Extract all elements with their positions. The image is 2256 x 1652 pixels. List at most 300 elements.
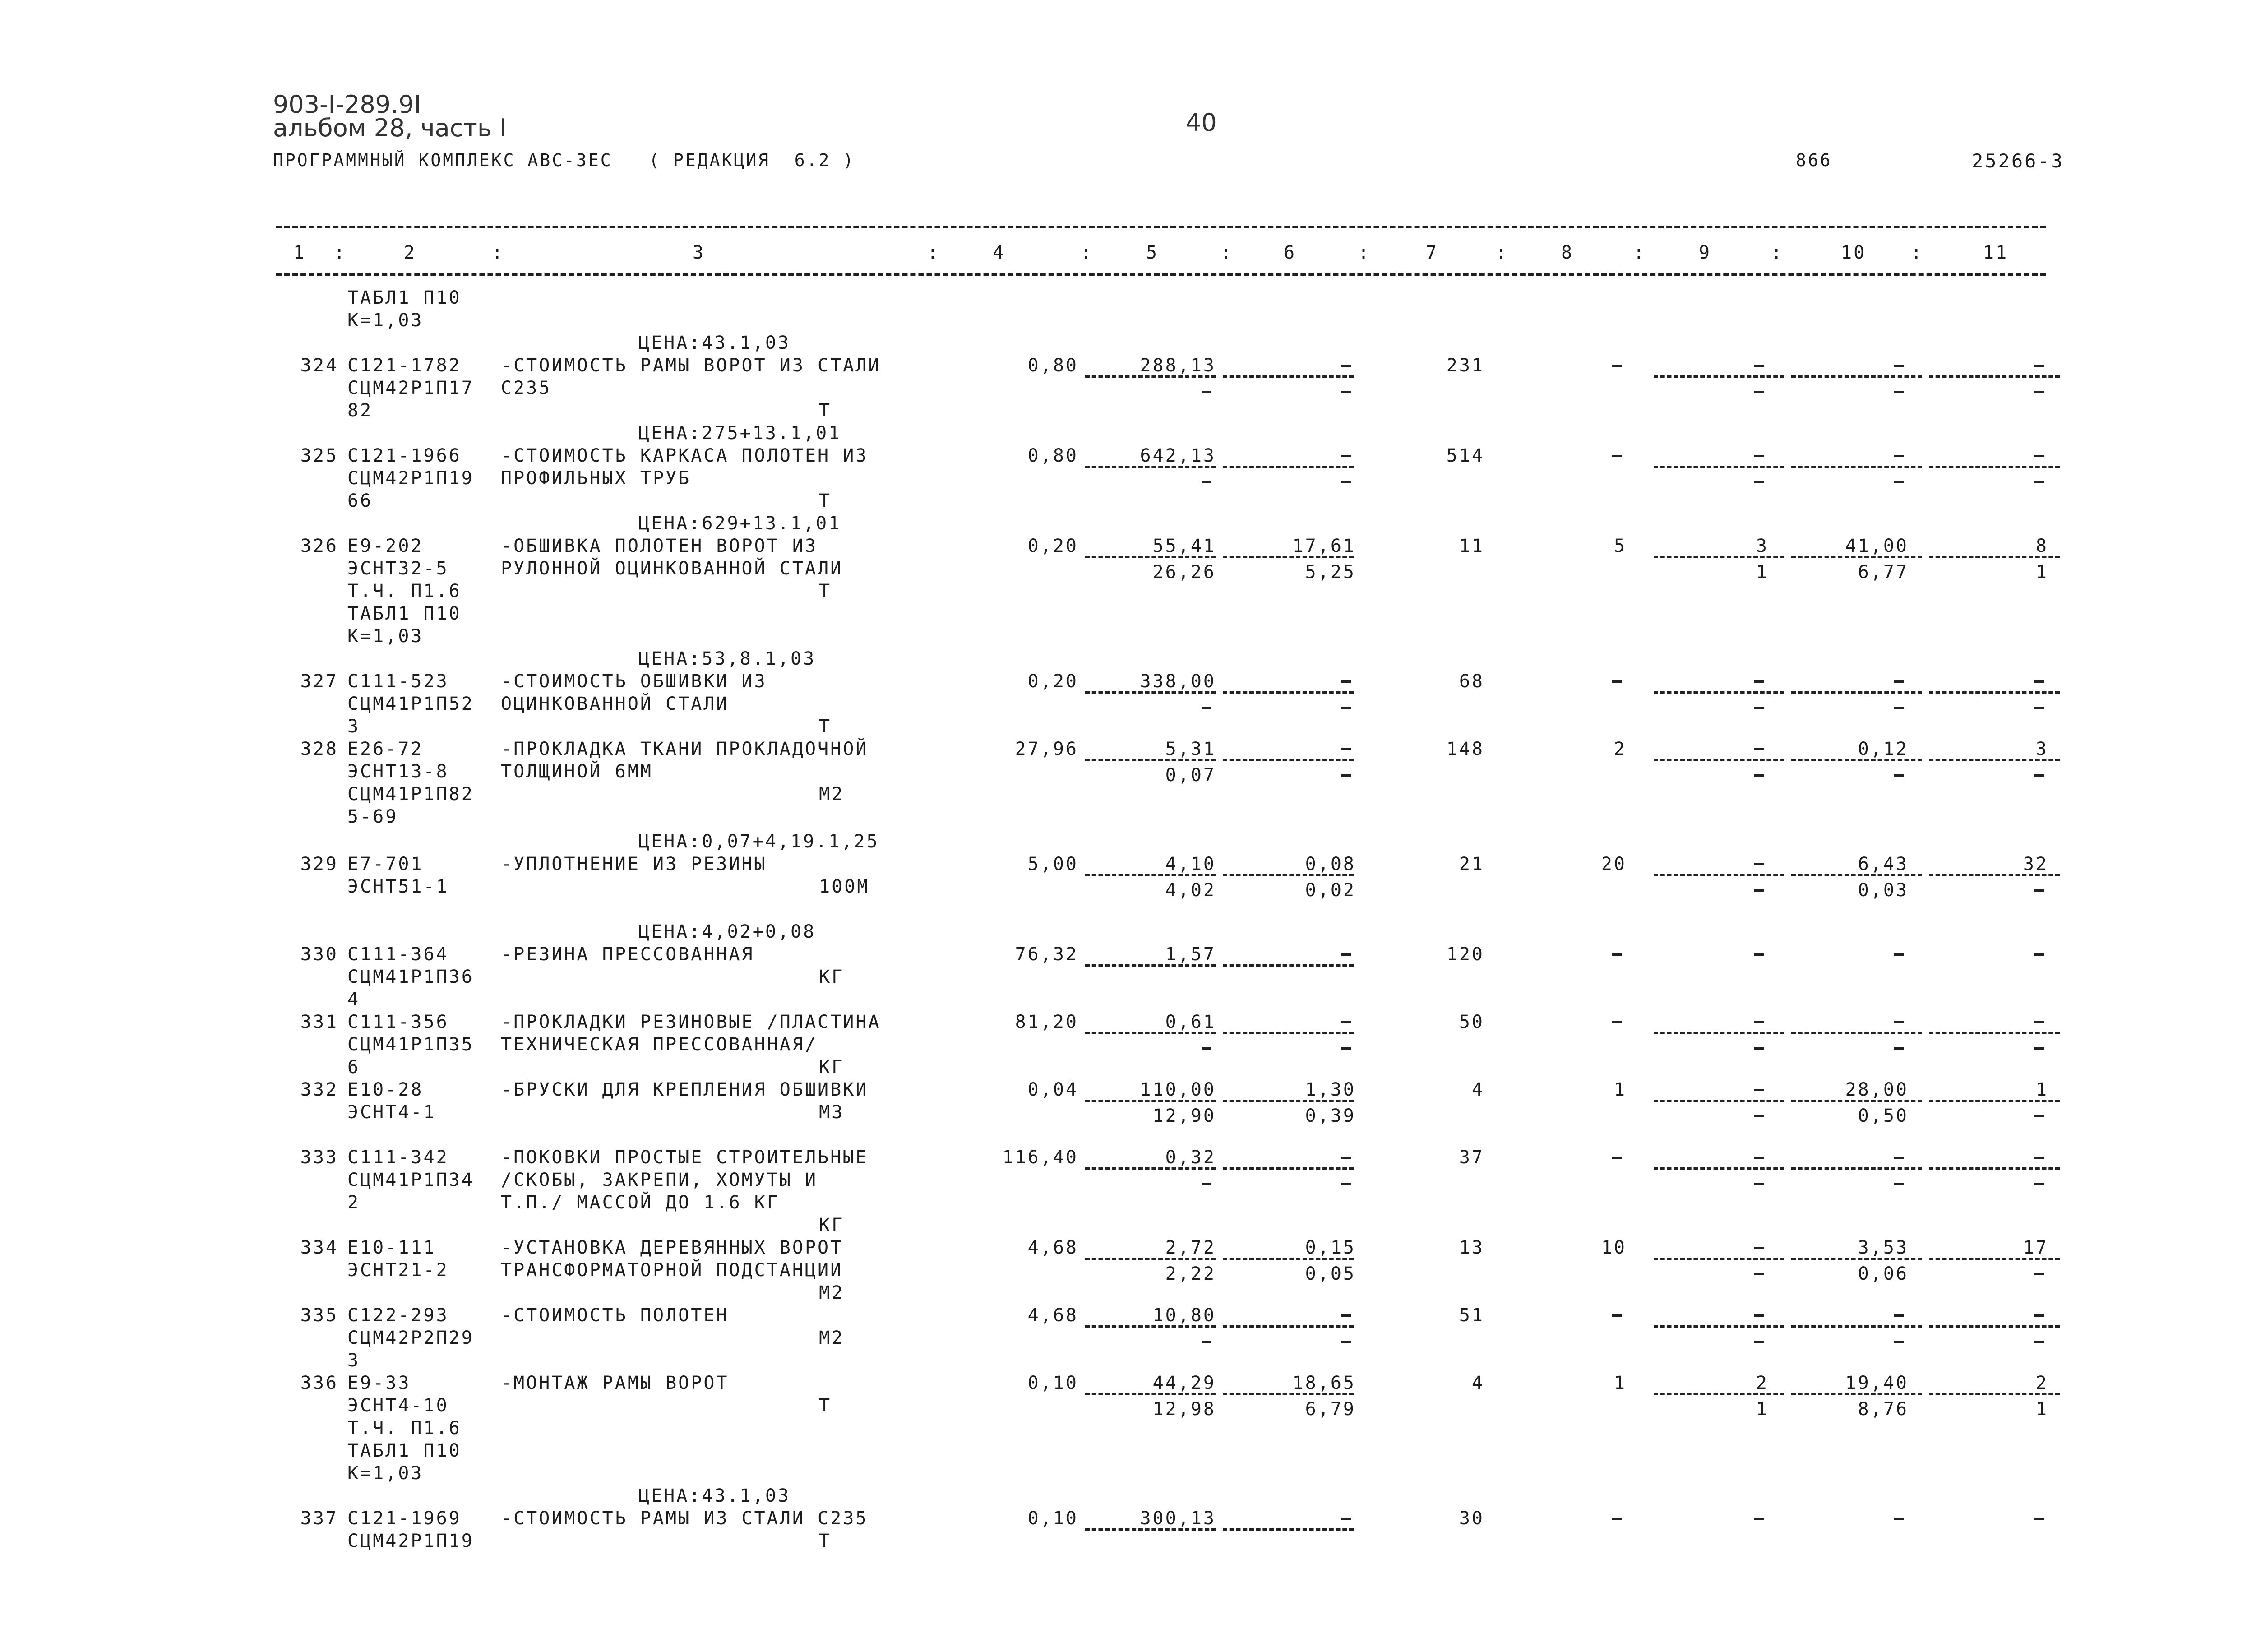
unit: Т xyxy=(819,400,832,421)
item-code: СЦМ42Р1П19 xyxy=(347,1531,474,1551)
page-number: 40 xyxy=(1186,108,1217,137)
cell-6b: 0,05 xyxy=(1305,1263,1356,1284)
separator-dashes xyxy=(1654,1100,1784,1102)
item-code: Е7-701 xyxy=(347,854,424,875)
cell-11b-dash xyxy=(2034,774,2044,777)
cell-4: 116,40 xyxy=(1002,1147,1078,1168)
column-header-8: 8 xyxy=(1561,242,1574,263)
separator-dashes xyxy=(1929,1393,2060,1395)
row-number: 329 xyxy=(300,854,338,875)
cell-11: 8 xyxy=(2035,536,2048,556)
separator-dashes xyxy=(1085,1100,1216,1102)
cell-5: 0,61 xyxy=(1165,1012,1216,1032)
cell-6b: 6,79 xyxy=(1305,1399,1356,1420)
item-code: ЭСНТ4-1 xyxy=(347,1102,436,1123)
row-number: 332 xyxy=(300,1079,338,1100)
row-number: 324 xyxy=(300,355,338,376)
column-header-2: 2 xyxy=(404,242,417,263)
cell-10: 28,00 xyxy=(1845,1079,1909,1100)
separator-dashes xyxy=(1085,1032,1216,1034)
cell-11b-dash xyxy=(2034,707,2044,709)
cell-10b-dash xyxy=(1894,1047,1904,1050)
cell-10b-dash xyxy=(1894,481,1904,483)
column-header-11: 11 xyxy=(1983,242,2009,263)
separator-dashes xyxy=(1654,1393,1784,1395)
item-code: С111-356 xyxy=(347,1012,449,1032)
cell-7: 51 xyxy=(1459,1305,1484,1326)
separator-dashes xyxy=(1223,1258,1354,1260)
item-code: СЦМ41Р1П34 xyxy=(347,1170,474,1190)
separator-dashes xyxy=(1654,1325,1784,1328)
cell-9-dash xyxy=(1754,1518,1764,1520)
item-description: ПРОФИЛЬНЫХ ТРУБ xyxy=(501,468,691,489)
program-title: ПРОГРАММНЫЙ КОМПЛЕКС АВС-3ЕС ( РЕДАКЦИЯ 6.2 ) xyxy=(273,150,855,170)
cell-5: 642,13 xyxy=(1140,445,1216,466)
cell-8-dash xyxy=(1612,455,1622,457)
price-note: ЦЕНА:629+13.1,01 xyxy=(638,513,841,534)
cell-4: 0,20 xyxy=(1027,671,1078,692)
item-description: -ПРОКЛАДКА ТКАНИ ПРОКЛАДОЧНОЙ xyxy=(501,739,869,759)
cell-4: 0,20 xyxy=(1027,536,1078,556)
item-code: ЭСНТ21-2 xyxy=(347,1260,449,1281)
item-description: ТОЛЩИНОЙ 6ММ xyxy=(501,761,653,782)
separator-dashes xyxy=(1929,874,2060,876)
item-description: -СТОИМОСТЬ РАМЫ ИЗ СТАЛИ С235 xyxy=(501,1508,869,1529)
cell-11b: 1 xyxy=(2035,1399,2048,1420)
separator-dashes xyxy=(1085,964,1216,967)
cell-11b-dash xyxy=(2034,1115,2044,1117)
item-description: Т.П./ МАССОЙ ДО 1.6 КГ xyxy=(501,1192,780,1213)
separator-dashes xyxy=(1085,759,1216,761)
cell-7: 514 xyxy=(1446,445,1484,466)
cell-11b-dash xyxy=(2034,1273,2044,1275)
cell-11: 1 xyxy=(2035,1079,2048,1100)
cell-6: 17,61 xyxy=(1292,536,1356,556)
column-separator: : xyxy=(1633,242,1646,263)
separator-dashes xyxy=(1223,556,1354,558)
price-note: ЦЕНА:43.1,03 xyxy=(638,1485,791,1506)
separator-dashes xyxy=(1929,759,2060,761)
cell-9b: 1 xyxy=(1756,562,1769,583)
cell-4: 4,68 xyxy=(1027,1305,1078,1326)
item-code: Е26-72 xyxy=(347,739,424,759)
item-code: ЭСНТ4-10 xyxy=(347,1395,449,1416)
cell-9-dash xyxy=(1754,1247,1764,1249)
cell-4: 76,32 xyxy=(1015,944,1078,965)
row-number: 328 xyxy=(300,739,338,759)
cell-8-dash xyxy=(1612,680,1622,683)
item-code: 2 xyxy=(347,1192,361,1213)
cell-8-dash xyxy=(1612,1314,1622,1317)
column-separator: : xyxy=(334,242,347,263)
separator-dashes xyxy=(1223,1393,1354,1395)
cell-10b: 0,50 xyxy=(1858,1106,1909,1126)
cell-11-dash xyxy=(2034,1021,2044,1023)
item-description: -УСТАНОВКА ДЕРЕВЯННЫХ ВОРОТ xyxy=(501,1237,843,1258)
cell-7: 4 xyxy=(1471,1373,1484,1393)
cell-9-dash xyxy=(1754,863,1764,865)
item-code: СЦМ41Р1П82 xyxy=(347,784,474,805)
cell-9b-dash xyxy=(1754,1273,1764,1275)
cell-11: 2 xyxy=(2035,1373,2048,1393)
item-code: 5-69 xyxy=(347,806,398,827)
cell-9b-dash xyxy=(1754,889,1764,892)
cell-5b: 12,98 xyxy=(1152,1399,1216,1420)
column-header-5: 5 xyxy=(1146,242,1159,263)
item-description: -СТОИМОСТЬ ОБШИВКИ ИЗ xyxy=(501,671,767,692)
cell-6b: 5,25 xyxy=(1305,562,1356,583)
separator-dashes xyxy=(1223,1325,1354,1328)
item-description: -БРУСКИ ДЛЯ КРЕПЛЕНИЯ ОБШИВКИ xyxy=(501,1079,869,1100)
separator-dashes xyxy=(1791,466,1922,468)
unit: КГ xyxy=(819,1215,845,1236)
row-number: 327 xyxy=(300,671,338,692)
separator-dashes xyxy=(1929,1032,2060,1034)
separator-dashes xyxy=(1223,874,1354,876)
cell-5b: 12,90 xyxy=(1152,1106,1216,1126)
cell-8-dash xyxy=(1612,1021,1622,1023)
cont-line: К=1,03 xyxy=(347,310,424,331)
cell-9b-dash xyxy=(1754,774,1764,777)
column-header-7: 7 xyxy=(1426,242,1439,263)
unit: КГ xyxy=(819,1057,845,1078)
separator-dashes xyxy=(1085,1258,1216,1260)
separator-dashes xyxy=(1654,466,1784,468)
cell-7: 68 xyxy=(1459,671,1484,692)
column-header-4: 4 xyxy=(993,242,1006,263)
unit: КГ xyxy=(819,967,845,987)
album-label: альбом 28, часть I xyxy=(273,114,507,142)
column-separator: : xyxy=(1358,242,1371,263)
cell-7: 50 xyxy=(1459,1012,1484,1032)
cell-4: 0,04 xyxy=(1027,1079,1078,1100)
item-code: СЦМ41Р1П52 xyxy=(347,694,474,714)
cell-6b-dash xyxy=(1341,1047,1351,1050)
cell-8-dash xyxy=(1612,953,1622,956)
separator-dashes xyxy=(1223,1100,1354,1102)
cell-5: 110,00 xyxy=(1140,1079,1216,1100)
cell-5: 288,13 xyxy=(1140,355,1216,376)
cell-8-dash xyxy=(1612,1157,1622,1159)
separator-dashes xyxy=(1791,1325,1922,1328)
row-number: 331 xyxy=(300,1012,338,1032)
price-note: ЦЕНА:4,02+0,08 xyxy=(638,921,816,942)
item-code: С111-523 xyxy=(347,671,449,692)
cell-11-dash xyxy=(2034,1157,2044,1159)
cell-11b-dash xyxy=(2034,1047,2044,1050)
separator-dashes xyxy=(1791,874,1922,876)
separator-dashes xyxy=(1791,759,1922,761)
cell-9b-dash xyxy=(1754,391,1764,393)
item-code: Е10-28 xyxy=(347,1079,424,1100)
row-number: 337 xyxy=(300,1508,338,1529)
separator-dashes xyxy=(1085,1325,1216,1328)
item-code: ЭСНТ13-8 xyxy=(347,761,449,782)
separator-dashes xyxy=(1085,556,1216,558)
table-header-rule xyxy=(276,273,2046,276)
cell-8: 10 xyxy=(1601,1237,1627,1258)
cell-6b-dash xyxy=(1341,391,1351,393)
separator-dashes xyxy=(1929,375,2060,378)
separator-dashes xyxy=(1791,1258,1922,1260)
unit: М2 xyxy=(819,1328,845,1348)
separator-dashes xyxy=(1223,1528,1354,1531)
separator-dashes xyxy=(1223,375,1354,378)
cell-6b-dash xyxy=(1341,707,1351,709)
cell-10b-dash xyxy=(1894,774,1904,777)
item-code: ЭСНТ51-1 xyxy=(347,876,449,897)
item-code: Е10-111 xyxy=(347,1237,436,1258)
item-code: С121-1966 xyxy=(347,445,462,466)
unit: Т xyxy=(819,491,832,511)
column-separator: : xyxy=(1771,242,1784,263)
cell-8: 20 xyxy=(1601,854,1627,875)
cell-5b-dash xyxy=(1202,1183,1211,1185)
cell-4: 5,00 xyxy=(1027,854,1078,875)
item-code: СЦМ42Р1П17 xyxy=(347,378,474,398)
row-number: 336 xyxy=(300,1373,338,1393)
item-code: С122-293 xyxy=(347,1305,449,1326)
item-code: ТАБЛ1 П10 xyxy=(347,1440,462,1461)
column-separator: : xyxy=(492,242,505,263)
cell-5: 338,00 xyxy=(1140,671,1216,692)
separator-dashes xyxy=(1223,691,1354,694)
item-code: С121-1782 xyxy=(347,355,462,376)
cell-9-dash xyxy=(1754,1089,1764,1091)
separator-dashes xyxy=(1929,691,2060,694)
separator-dashes xyxy=(1085,1528,1216,1531)
separator-dashes xyxy=(1791,556,1922,558)
row-number: 326 xyxy=(300,536,338,556)
cell-5b: 26,26 xyxy=(1152,562,1216,583)
cell-6b: 0,02 xyxy=(1305,880,1356,901)
cell-5: 2,72 xyxy=(1165,1237,1216,1258)
item-description: С235 xyxy=(501,378,552,398)
cell-9-dash xyxy=(1754,455,1764,457)
cell-5b: 2,22 xyxy=(1165,1263,1216,1284)
item-code: Е9-202 xyxy=(347,536,424,556)
item-code: С121-1969 xyxy=(347,1508,462,1529)
cell-10-dash xyxy=(1894,1518,1904,1520)
cell-6b-dash xyxy=(1341,1341,1351,1343)
cell-4: 0,80 xyxy=(1027,445,1078,466)
item-code: СЦМ41Р1П35 xyxy=(347,1034,474,1055)
separator-dashes xyxy=(1654,759,1784,761)
separator-dashes xyxy=(1223,759,1354,761)
separator-dashes xyxy=(1791,691,1922,694)
column-separator: : xyxy=(927,242,940,263)
item-code: Т.Ч. П1.6 xyxy=(347,1418,462,1439)
item-code: СЦМ42Р1П19 xyxy=(347,468,474,489)
cell-9-dash xyxy=(1754,1314,1764,1317)
item-description: -РЕЗИНА ПРЕССОВАННАЯ xyxy=(501,944,754,965)
cell-5: 300,13 xyxy=(1140,1508,1216,1529)
cell-11b-dash xyxy=(2034,889,2044,892)
separator-dashes xyxy=(1929,1167,2060,1170)
row-number: 330 xyxy=(300,944,338,965)
item-description: -ПОКОВКИ ПРОСТЫЕ СТРОИТЕЛЬНЫЕ xyxy=(501,1147,869,1168)
cell-11b: 1 xyxy=(2035,562,2048,583)
item-code: К=1,03 xyxy=(347,1463,424,1484)
item-description: -СТОИМОСТЬ КАРКАСА ПОЛОТЕН ИЗ xyxy=(501,445,869,466)
separator-dashes xyxy=(1654,1258,1784,1260)
cell-10: 6,43 xyxy=(1858,854,1909,875)
cell-4: 81,20 xyxy=(1015,1012,1078,1032)
item-description: ТРАНСФОРМАТОРНОЙ ПОДСТАНЦИИ xyxy=(501,1260,843,1281)
cell-9b-dash xyxy=(1754,1183,1764,1185)
doc-code: 903-I-289.9I xyxy=(273,90,421,119)
cell-5: 0,32 xyxy=(1165,1147,1216,1168)
separator-dashes xyxy=(1654,691,1784,694)
item-code: Е9-33 xyxy=(347,1373,411,1393)
item-description: -УПЛОТНЕНИЕ ИЗ РЕЗИНЫ xyxy=(501,854,767,875)
cell-4: 4,68 xyxy=(1027,1237,1078,1258)
cell-8: 1 xyxy=(1613,1079,1627,1100)
separator-dashes xyxy=(1791,1100,1922,1102)
cell-10b-dash xyxy=(1894,1341,1904,1343)
item-code: 82 xyxy=(347,400,373,421)
unit: Т xyxy=(819,716,832,737)
cell-10: 41,00 xyxy=(1845,536,1909,556)
cell-5b: 0,07 xyxy=(1165,765,1216,786)
cell-4: 0,10 xyxy=(1027,1373,1078,1393)
item-code: 66 xyxy=(347,491,373,511)
separator-dashes xyxy=(1085,1393,1216,1395)
item-code: СЦМ41Р1П36 xyxy=(347,967,474,987)
column-header-3: 3 xyxy=(693,242,706,263)
row-number: 334 xyxy=(300,1237,338,1258)
cell-6b-dash xyxy=(1341,1183,1351,1185)
cell-7: 13 xyxy=(1459,1237,1484,1258)
cell-11-dash xyxy=(2034,1518,2044,1520)
price-note: ЦЕНА:0,07+4,19.1,25 xyxy=(638,831,879,852)
row-number: 333 xyxy=(300,1147,338,1168)
separator-dashes xyxy=(1654,874,1784,876)
unit: Т xyxy=(819,1531,832,1551)
item-code: 6 xyxy=(347,1057,361,1078)
table-top-rule xyxy=(276,226,2046,228)
cell-10-dash xyxy=(1894,365,1904,367)
separator-dashes xyxy=(1654,1032,1784,1034)
cell-10b: 6,77 xyxy=(1858,562,1909,583)
cell-5b-dash xyxy=(1202,707,1211,709)
cell-10b-dash xyxy=(1894,391,1904,393)
item-code: К=1,03 xyxy=(347,626,424,647)
cell-5: 1,57 xyxy=(1165,944,1216,965)
cell-11-dash xyxy=(2034,1314,2044,1317)
column-separator: : xyxy=(1496,242,1509,263)
unit: 100М xyxy=(819,876,870,897)
separator-dashes xyxy=(1223,1167,1354,1170)
unit: М3 xyxy=(819,1102,845,1123)
cell-6b-dash xyxy=(1341,774,1351,777)
separator-dashes xyxy=(1085,375,1216,378)
item-code: 3 xyxy=(347,1350,361,1371)
cell-10-dash xyxy=(1894,1314,1904,1317)
cell-8: 5 xyxy=(1613,536,1627,556)
cell-9-dash xyxy=(1754,1157,1764,1159)
doc-number: 25266-3 xyxy=(1972,150,2065,172)
cell-5b-dash xyxy=(1202,481,1211,483)
cell-9: 3 xyxy=(1756,536,1769,556)
cell-9b: 1 xyxy=(1756,1399,1769,1420)
cell-8: 1 xyxy=(1613,1373,1627,1393)
cell-6: 1,30 xyxy=(1305,1079,1356,1100)
cell-10b: 8,76 xyxy=(1858,1399,1909,1420)
cell-4: 0,10 xyxy=(1027,1508,1078,1529)
cell-7: 30 xyxy=(1459,1508,1484,1529)
separator-dashes xyxy=(1929,1100,2060,1102)
separator-dashes xyxy=(1085,874,1216,876)
cont-line: ТАБЛ1 П10 xyxy=(347,287,462,308)
item-description: -ОБШИВКА ПОЛОТЕН ВОРОТ ИЗ xyxy=(501,536,818,556)
separator-dashes xyxy=(1929,466,2060,468)
cell-11b-dash xyxy=(2034,391,2044,393)
cell-6b-dash xyxy=(1341,481,1351,483)
cell-11-dash xyxy=(2034,455,2044,457)
cell-10-dash xyxy=(1894,680,1904,683)
separator-dashes xyxy=(1929,1325,2060,1328)
item-description: -МОНТАЖ РАМЫ ВОРОТ xyxy=(501,1373,729,1393)
price-note: ЦЕНА:275+13.1,01 xyxy=(638,423,841,444)
cell-11: 3 xyxy=(2035,739,2048,759)
cell-10: 3,53 xyxy=(1858,1237,1909,1258)
cell-9b-dash xyxy=(1754,481,1764,483)
item-description: -ПРОКЛАДКИ РЕЗИНОВЫЕ /ПЛАСТИНА xyxy=(501,1012,881,1032)
separator-dashes xyxy=(1085,1167,1216,1170)
item-code: 4 xyxy=(347,989,361,1010)
cell-6b: 0,39 xyxy=(1305,1106,1356,1126)
item-description: РУЛОННОЙ ОЦИНКОВАННОЙ СТАЛИ xyxy=(501,558,843,579)
cell-11-dash xyxy=(2034,953,2044,956)
column-header-6: 6 xyxy=(1284,242,1297,263)
item-code: ТАБЛ1 П10 xyxy=(347,603,462,624)
cell-6: 18,65 xyxy=(1292,1373,1356,1393)
price-note: ЦЕНА:43.1,03 xyxy=(638,333,791,353)
cell-5: 5,31 xyxy=(1165,739,1216,759)
cell-11: 17 xyxy=(2023,1237,2048,1258)
cell-6: 0,08 xyxy=(1305,854,1356,875)
price-note: ЦЕНА:53,8.1,03 xyxy=(638,648,816,669)
separator-dashes xyxy=(1791,1032,1922,1034)
cell-10: 0,12 xyxy=(1858,739,1909,759)
cell-9-dash xyxy=(1754,953,1764,956)
separator-dashes xyxy=(1654,375,1784,378)
cell-5b-dash xyxy=(1202,1341,1211,1343)
cell-7: 231 xyxy=(1446,355,1484,376)
cell-8-dash xyxy=(1612,365,1622,367)
separator-dashes xyxy=(1791,1167,1922,1170)
cell-7: 4 xyxy=(1471,1079,1484,1100)
cell-6: 0,15 xyxy=(1305,1237,1356,1258)
item-description: ТЕХНИЧЕСКАЯ ПРЕССОВАННАЯ/ xyxy=(501,1034,818,1055)
cell-5b-dash xyxy=(1202,391,1211,393)
cell-11b-dash xyxy=(2034,481,2044,483)
cell-7: 11 xyxy=(1459,536,1484,556)
cell-11b-dash xyxy=(2034,1183,2044,1185)
cell-7: 21 xyxy=(1459,854,1484,875)
separator-dashes xyxy=(1929,556,2060,558)
item-code: ЭСНТ32-5 xyxy=(347,558,449,579)
cell-10b-dash xyxy=(1894,1183,1904,1185)
cell-10b: 0,03 xyxy=(1858,880,1909,901)
separator-dashes xyxy=(1085,691,1216,694)
cell-4: 27,96 xyxy=(1015,739,1078,759)
cell-9-dash xyxy=(1754,1021,1764,1023)
column-header-1: 1 xyxy=(293,242,306,263)
cell-4: 0,80 xyxy=(1027,355,1078,376)
cell-9b-dash xyxy=(1754,1341,1764,1343)
